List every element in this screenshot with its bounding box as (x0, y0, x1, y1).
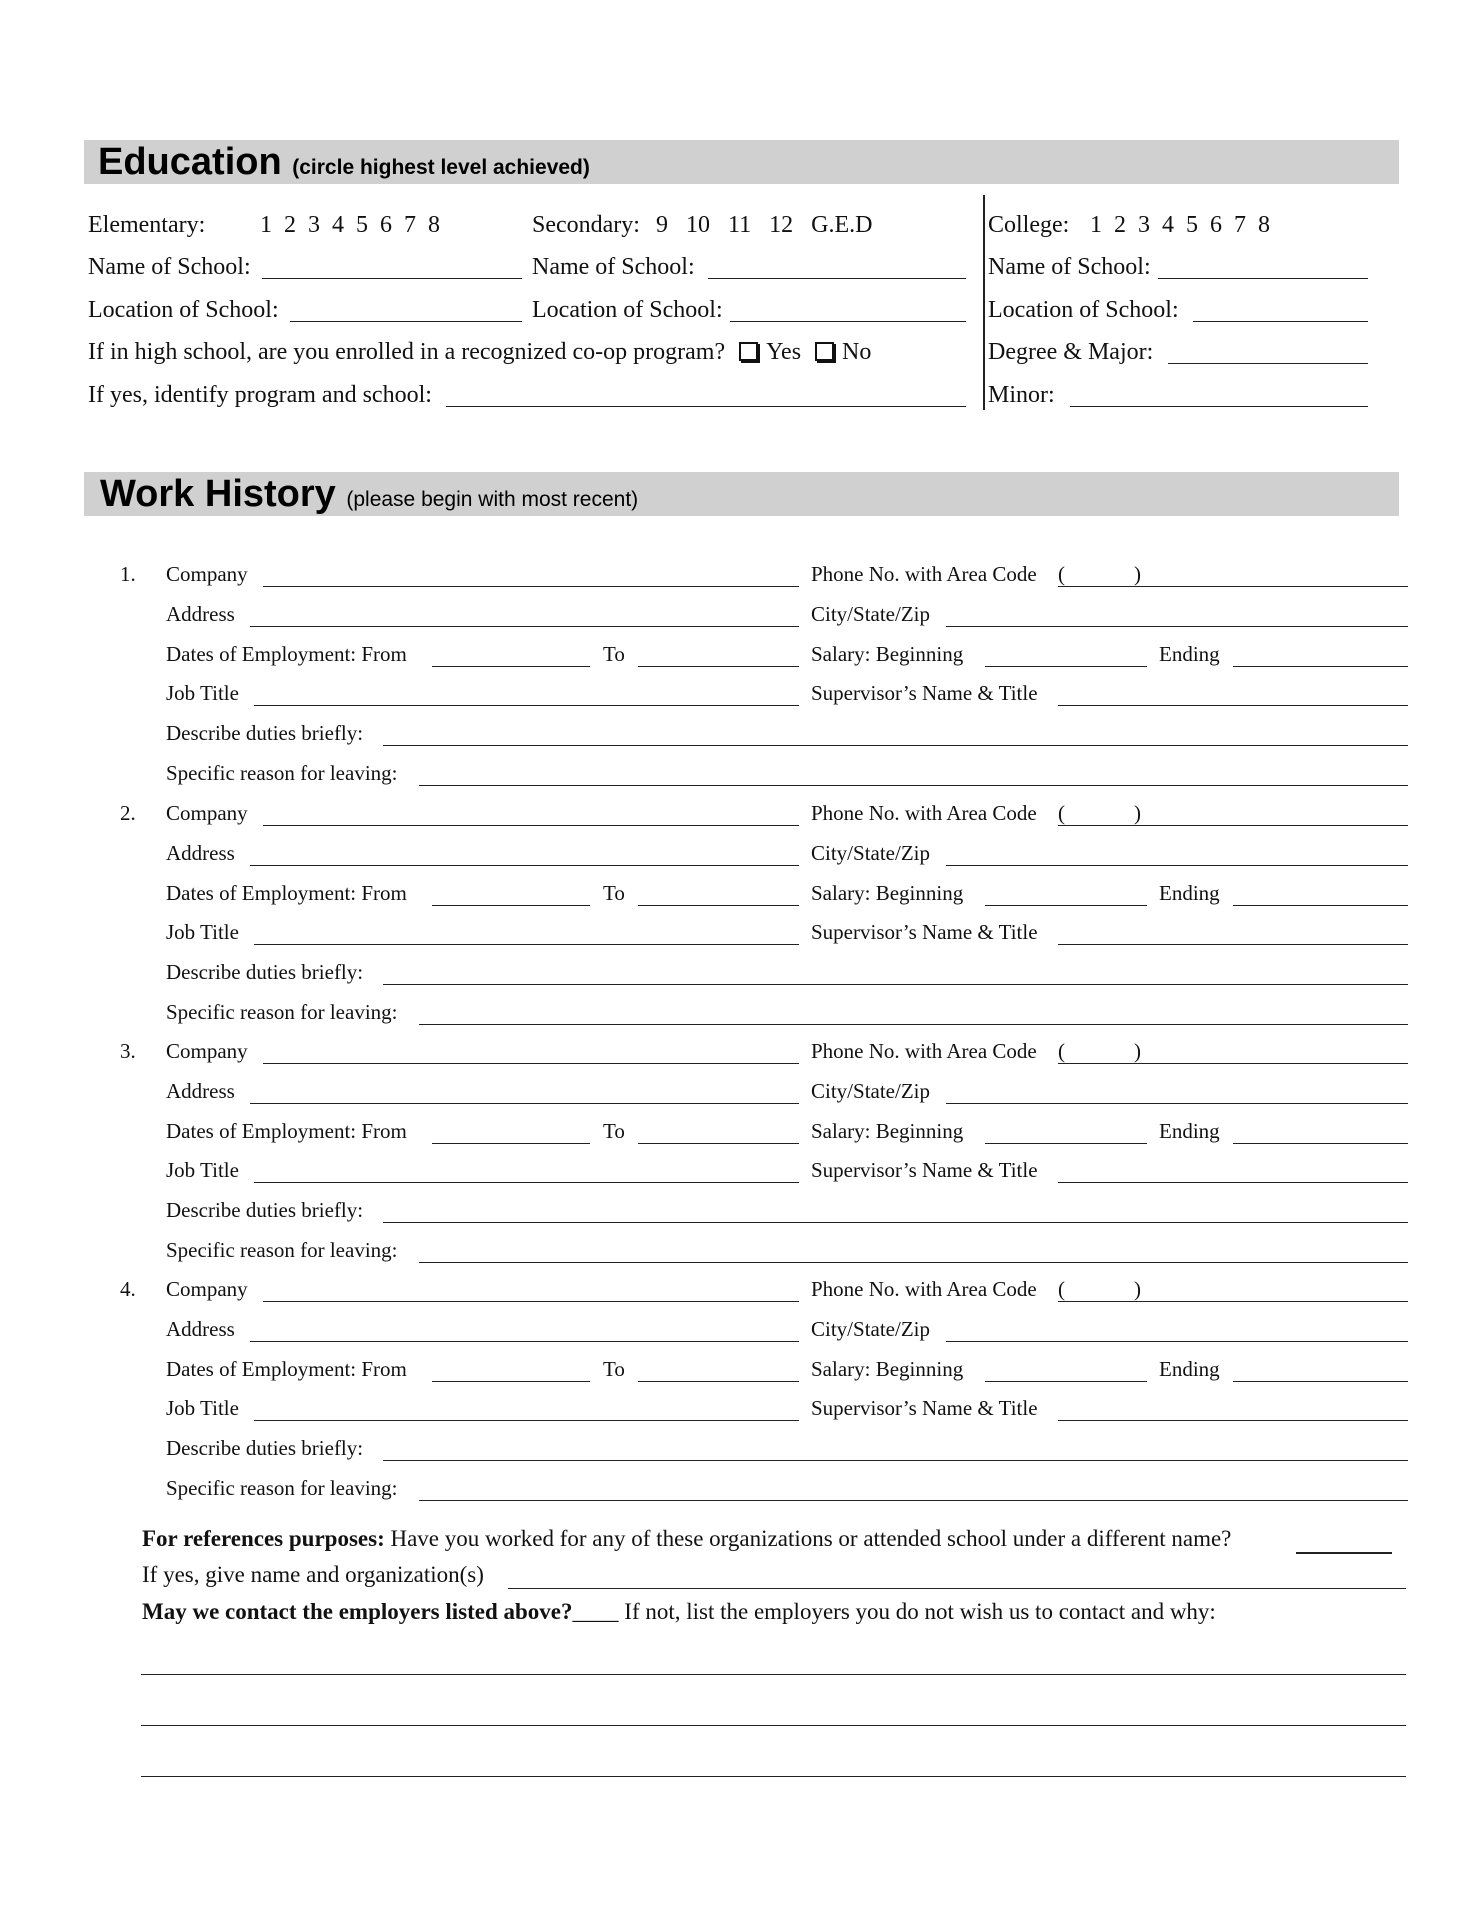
job-title-label: Job Title (166, 1158, 239, 1182)
job-title-label: Job Title (166, 1396, 239, 1420)
education-header (84, 140, 1399, 184)
date-from-field-2[interactable] (432, 905, 590, 906)
work-history-title (100, 472, 638, 522)
refs-names-orgs-field[interactable] (508, 1588, 1406, 1589)
refs-explain-line-3[interactable] (141, 1776, 1406, 1777)
salary-beginning-field-4[interactable] (985, 1381, 1147, 1382)
work-entry-number: 3. (120, 1039, 136, 1063)
salary-ending-field-3[interactable] (1233, 1143, 1408, 1144)
date-from-field-1[interactable] (432, 666, 590, 667)
secondary-school-name-label: Name of School: (532, 254, 695, 280)
refs-question-3-text: If not, list the employers you do not wish us to contact and why: (624, 1599, 1216, 1624)
date-from-field-3[interactable] (432, 1143, 590, 1144)
dates-from-label: Dates of Employment: From (166, 881, 407, 905)
elementary-school-location-field[interactable] (290, 321, 522, 322)
address-field-4[interactable] (250, 1341, 799, 1342)
salary-beginning-label: Salary: Beginning (811, 1119, 964, 1143)
college-label: College: (988, 212, 1070, 238)
duties-label: Describe duties briefly: (166, 1198, 364, 1222)
program-school-field[interactable] (446, 406, 966, 407)
education-subtitle: (circle highest level achieved) (292, 156, 590, 179)
minor-field[interactable] (1070, 406, 1368, 407)
refs-question-1 (142, 1526, 1231, 1552)
duties-field-2[interactable] (383, 984, 1408, 985)
work-history-subtitle: (please begin with most recent) (346, 488, 639, 511)
supervisor-label: Supervisor’s Name & Title (811, 1396, 1038, 1420)
address-label: Address (166, 841, 235, 865)
college-school-name-field[interactable] (1158, 278, 1368, 279)
city-state-zip-label: City/State/Zip (811, 841, 930, 865)
education-title (98, 140, 590, 190)
refs-bold-1: For references purposes: (142, 1526, 385, 1551)
dates-from-label: Dates of Employment: From (166, 642, 407, 666)
job-title-field-3[interactable] (254, 1182, 799, 1183)
secondary-school-location-field[interactable] (730, 321, 966, 322)
salary-ending-field-4[interactable] (1233, 1381, 1408, 1382)
company-field-4[interactable] (263, 1301, 799, 1302)
phone-field-3[interactable] (1058, 1063, 1408, 1064)
job-title-field-4[interactable] (254, 1420, 799, 1421)
education-column-divider (983, 195, 985, 410)
duties-field-4[interactable] (383, 1460, 1408, 1461)
dates-from-label: Dates of Employment: From (166, 1357, 407, 1381)
phone-field-1[interactable] (1058, 586, 1408, 587)
city-state-zip-label: City/State/Zip (811, 1317, 930, 1341)
supervisor-label: Supervisor’s Name & Title (811, 1158, 1038, 1182)
reason-label: Specific reason for leaving: (166, 1238, 398, 1262)
reason-label: Specific reason for leaving: (166, 1000, 398, 1024)
date-from-field-4[interactable] (432, 1381, 590, 1382)
supervisor-label: Supervisor’s Name & Title (811, 920, 1038, 944)
date-to-field-1[interactable] (638, 666, 799, 667)
salary-ending-field-1[interactable] (1233, 666, 1408, 667)
education-title-text: Education (98, 141, 282, 183)
supervisor-field-2[interactable] (1058, 944, 1408, 945)
reason-field-4[interactable] (419, 1500, 1408, 1501)
salary-ending-label: Ending (1159, 1357, 1220, 1381)
reason-label: Specific reason for leaving: (166, 1476, 398, 1500)
coop-no-label: No (842, 339, 872, 365)
duties-field-1[interactable] (383, 745, 1408, 746)
minor-label: Minor: (988, 382, 1055, 408)
refs-explain-line-1[interactable] (141, 1674, 1406, 1675)
address-label: Address (166, 602, 235, 626)
work-entry-number: 4. (120, 1277, 136, 1301)
company-field-3[interactable] (263, 1063, 799, 1064)
college-school-location-label: Location of School: (988, 297, 1179, 323)
work-history-title-text: Work History (100, 473, 336, 515)
supervisor-field-1[interactable] (1058, 705, 1408, 706)
date-to-field-2[interactable] (638, 905, 799, 906)
phone-label: Phone No. with Area Code (811, 562, 1037, 586)
salary-beginning-field-3[interactable] (985, 1143, 1147, 1144)
duties-label: Describe duties briefly: (166, 960, 364, 984)
elementary-school-location-label: Location of School: (88, 297, 279, 323)
area-code-close: ) (1134, 1039, 1141, 1063)
duties-label: Describe duties briefly: (166, 721, 364, 745)
city-state-zip-field-1[interactable] (946, 626, 1408, 627)
elementary-levels[interactable]: 1 2 3 4 5 6 7 8 (260, 212, 440, 238)
work-entry-number: 2. (120, 801, 136, 825)
city-state-zip-label: City/State/Zip (811, 602, 930, 626)
phone-field-4[interactable] (1058, 1301, 1408, 1302)
coop-question-text: If in high school, are you enrolled in a recognized co-op program? (88, 339, 726, 365)
salary-beginning-label: Salary: Beginning (811, 642, 964, 666)
supervisor-label: Supervisor’s Name & Title (811, 681, 1038, 705)
refs-question-1-text: Have you worked for any of these organizations or attended school under a different name? (390, 1526, 1232, 1551)
area-code-close: ) (1134, 801, 1141, 825)
company-label: Company (166, 1277, 248, 1301)
refs-different-name-field[interactable] (1296, 1552, 1392, 1554)
refs-explain-line-2[interactable] (141, 1725, 1406, 1726)
reason-field-2[interactable] (419, 1024, 1408, 1025)
date-to-label: To (603, 1119, 625, 1143)
date-to-label: To (603, 1357, 625, 1381)
salary-ending-label: Ending (1159, 881, 1220, 905)
dates-from-label: Dates of Employment: From (166, 1119, 407, 1143)
coop-yes-checkbox[interactable] (739, 342, 758, 361)
date-to-field-4[interactable] (638, 1381, 799, 1382)
supervisor-field-4[interactable] (1058, 1420, 1408, 1421)
job-title-field-2[interactable] (254, 944, 799, 945)
date-to-label: To (603, 642, 625, 666)
salary-ending-label: Ending (1159, 642, 1220, 666)
area-code-open: ( (1058, 1277, 1065, 1301)
degree-major-label: Degree & Major: (988, 339, 1154, 365)
company-field-1[interactable] (263, 586, 799, 587)
secondary-school-name-field[interactable] (708, 278, 966, 279)
address-field-3[interactable] (250, 1103, 799, 1104)
job-title-label: Job Title (166, 920, 239, 944)
coop-no-checkbox[interactable] (815, 342, 834, 361)
college-school-name-label: Name of School: (988, 254, 1151, 280)
work-history-header (84, 472, 1399, 516)
city-state-zip-field-4[interactable] (946, 1341, 1408, 1342)
date-to-field-3[interactable] (638, 1143, 799, 1144)
city-state-zip-field-3[interactable] (946, 1103, 1408, 1104)
salary-beginning-label: Salary: Beginning (811, 881, 964, 905)
secondary-school-location-label: Location of School: (532, 297, 723, 323)
secondary-label: Secondary: (532, 212, 640, 238)
refs-bold-3: May we contact the employers listed above? (142, 1599, 573, 1624)
area-code-close: ) (1134, 562, 1141, 586)
area-code-open: ( (1058, 801, 1065, 825)
coop-yes-label: Yes (766, 339, 802, 365)
refs-question-2: If yes, give name and organization(s) (142, 1562, 484, 1587)
salary-beginning-label: Salary: Beginning (811, 1357, 964, 1381)
duties-field-3[interactable] (383, 1222, 1408, 1223)
address-label: Address (166, 1317, 235, 1341)
phone-field-2[interactable] (1058, 825, 1408, 826)
phone-label: Phone No. with Area Code (811, 801, 1037, 825)
job-title-label: Job Title (166, 681, 239, 705)
degree-major-field[interactable] (1168, 363, 1368, 364)
reason-field-3[interactable] (419, 1262, 1408, 1263)
city-state-zip-label: City/State/Zip (811, 1079, 930, 1103)
college-school-location-field[interactable] (1193, 321, 1368, 322)
company-field-2[interactable] (263, 825, 799, 826)
job-title-field-1[interactable] (254, 705, 799, 706)
salary-ending-label: Ending (1159, 1119, 1220, 1143)
refs-question-3 (142, 1599, 1216, 1625)
company-label: Company (166, 562, 248, 586)
company-label: Company (166, 1039, 248, 1063)
address-label: Address (166, 1079, 235, 1103)
elementary-school-name-field[interactable] (262, 278, 522, 279)
address-field-1[interactable] (250, 626, 799, 627)
refs-contact-blank[interactable]: ____ (572, 1599, 619, 1624)
area-code-close: ) (1134, 1277, 1141, 1301)
elementary-label: Elementary: (88, 212, 206, 238)
salary-beginning-field-1[interactable] (985, 666, 1147, 667)
city-state-zip-field-2[interactable] (946, 865, 1408, 866)
phone-label: Phone No. with Area Code (811, 1039, 1037, 1063)
supervisor-field-3[interactable] (1058, 1182, 1408, 1183)
reason-label: Specific reason for leaving: (166, 761, 398, 785)
company-label: Company (166, 801, 248, 825)
address-field-2[interactable] (250, 865, 799, 866)
salary-beginning-field-2[interactable] (985, 905, 1147, 906)
area-code-open: ( (1058, 1039, 1065, 1063)
duties-label: Describe duties briefly: (166, 1436, 364, 1460)
phone-label: Phone No. with Area Code (811, 1277, 1037, 1301)
date-to-label: To (603, 881, 625, 905)
work-entry-number: 1. (120, 562, 136, 586)
salary-ending-field-2[interactable] (1233, 905, 1408, 906)
college-levels[interactable]: 1 2 3 4 5 6 7 8 (1090, 212, 1270, 238)
elementary-school-name-label: Name of School: (88, 254, 251, 280)
reason-field-1[interactable] (419, 785, 1408, 786)
secondary-levels[interactable]: 9 10 11 12 G.E.D (656, 212, 873, 238)
area-code-open: ( (1058, 562, 1065, 586)
program-school-label: If yes, identify program and school: (88, 382, 432, 408)
coop-question (88, 339, 871, 366)
